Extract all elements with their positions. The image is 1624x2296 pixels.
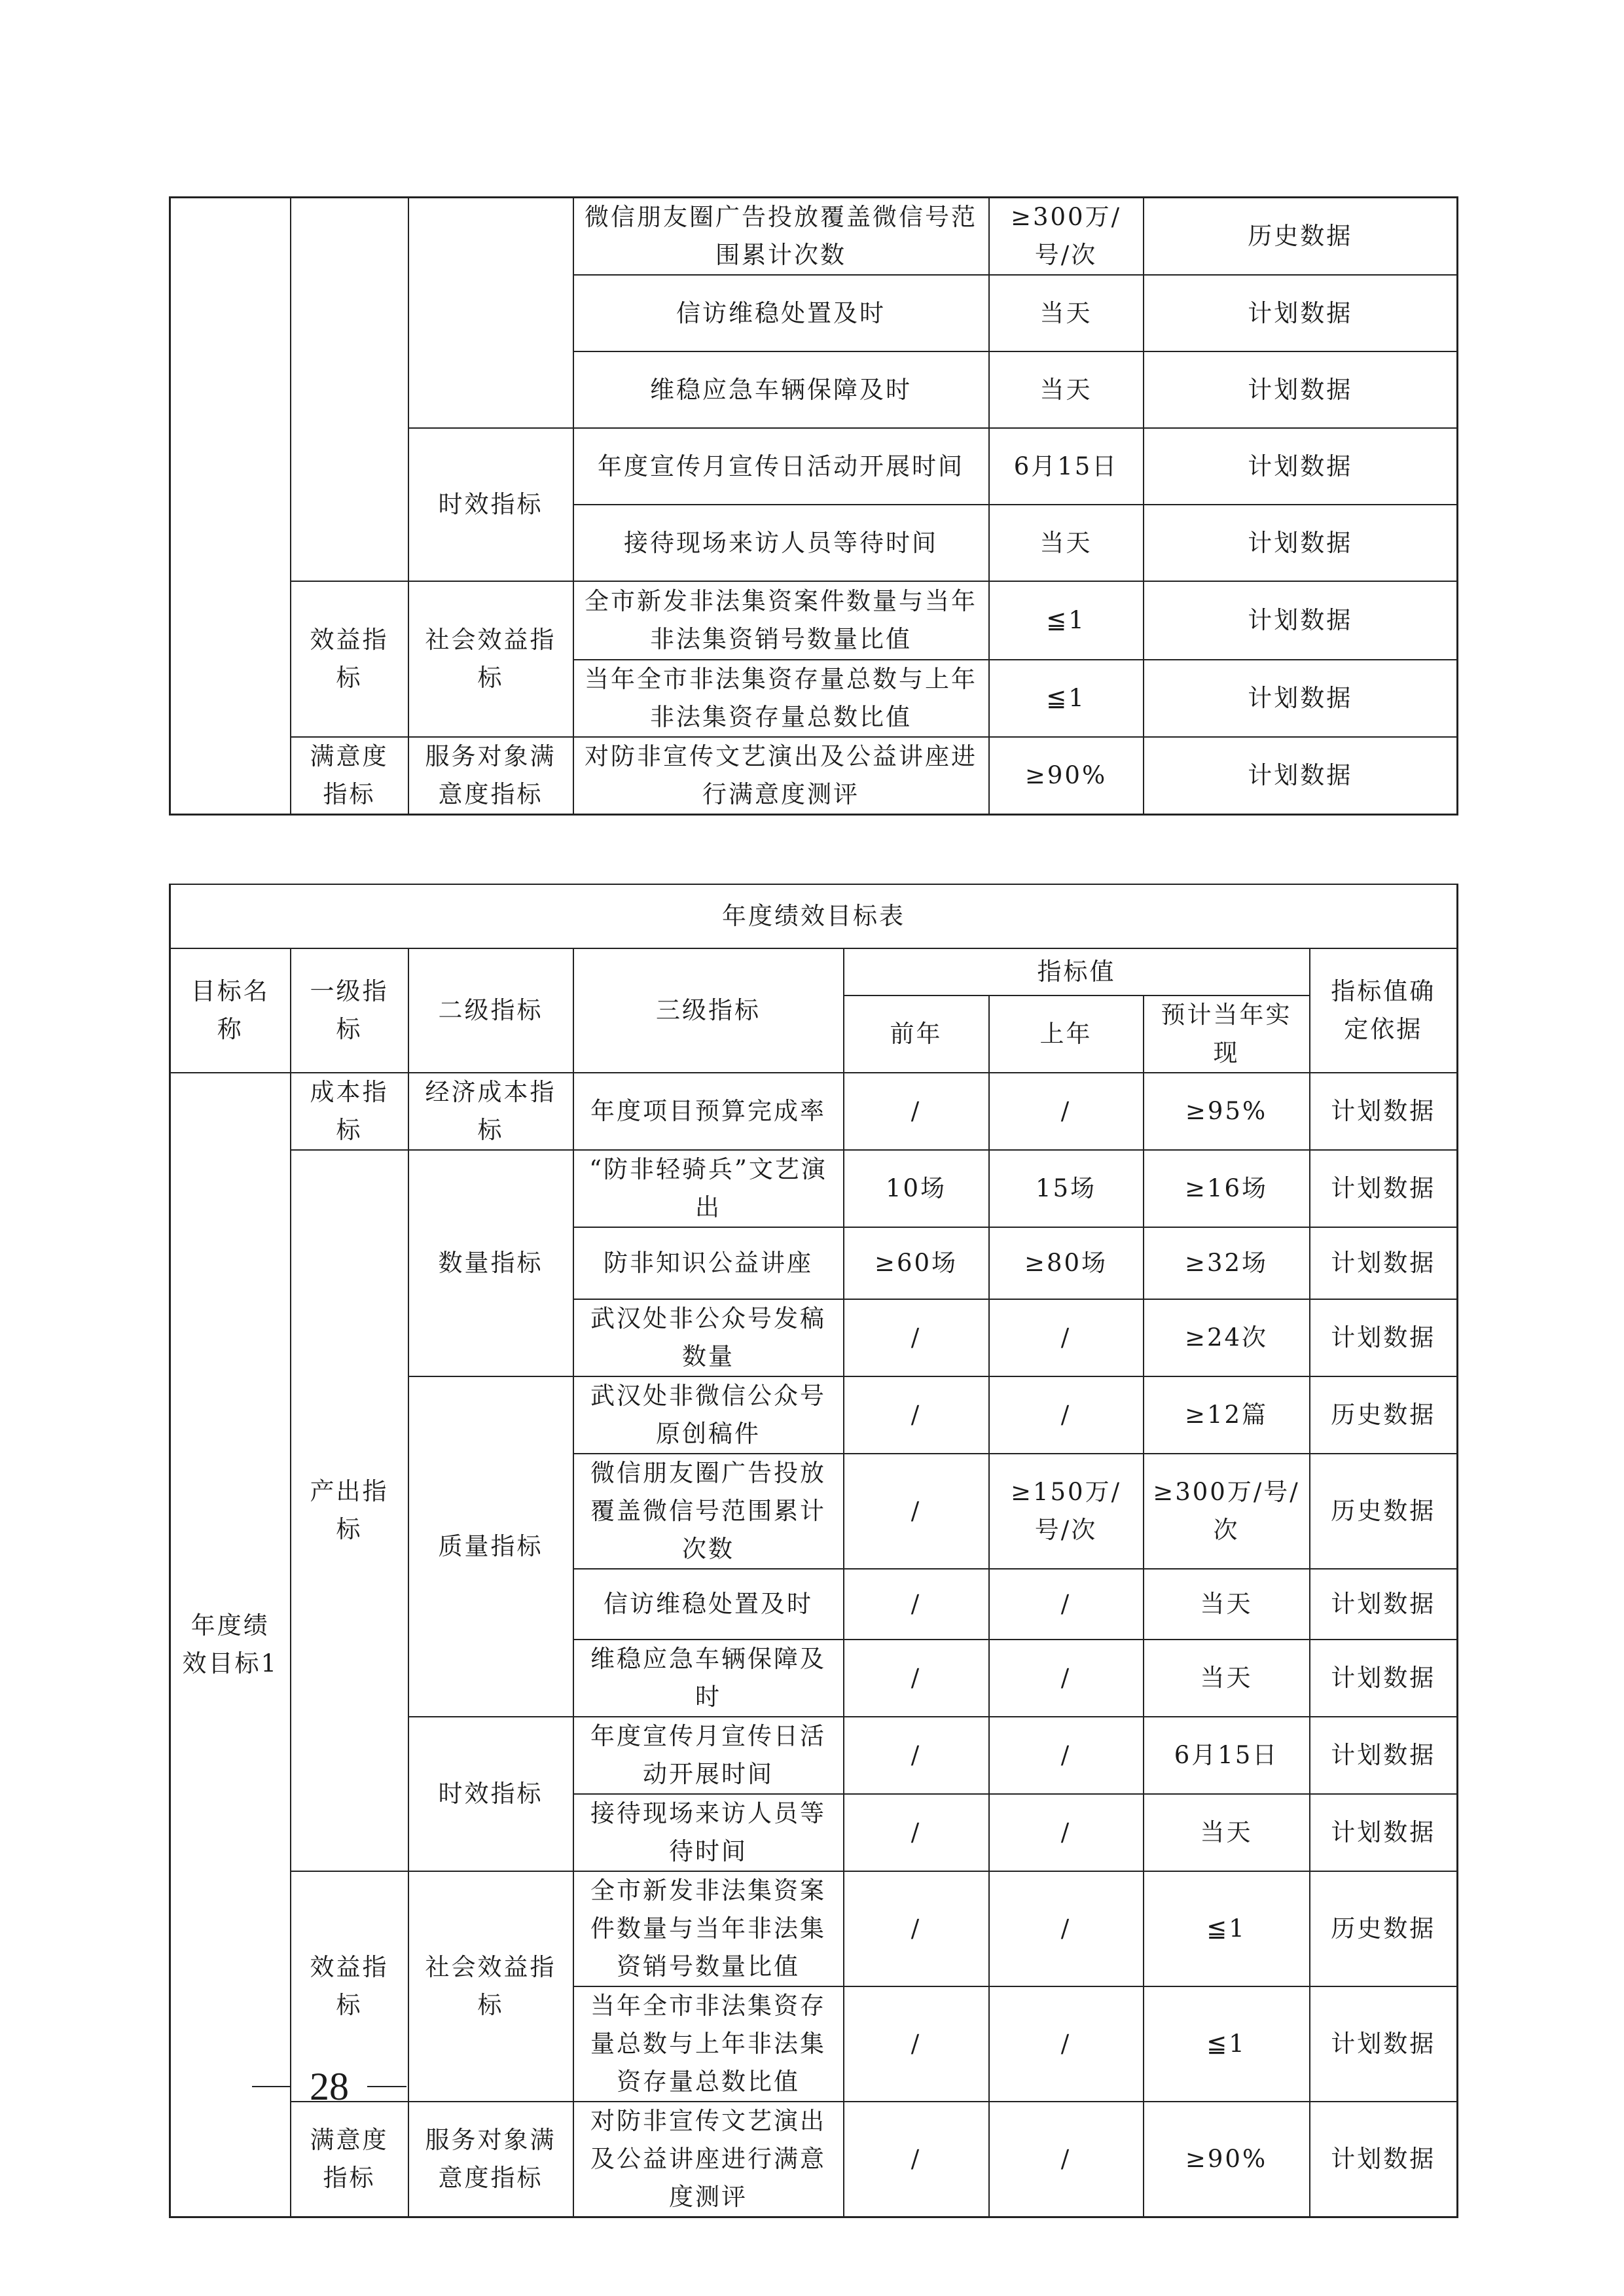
basis-cell: 计划数据 [1310,1227,1458,1299]
expected-cell: ≥90% [1144,2102,1310,2217]
basis-cell: 计划数据 [1310,1986,1458,2102]
level3-cell: 接待现场来访人员等待时间 [573,1794,844,1871]
last-cell: / [989,1073,1144,1150]
expected-cell: ≥16场 [1144,1150,1310,1227]
level3-cell: 年度宣传月宣传日活动开展时间 [573,428,989,505]
level2-cell: 数量指标 [408,1150,573,1376]
table-row [170,1871,1458,1986]
level2-cell: 社会效益指标 [408,1871,573,2102]
last-cell: / [989,1871,1144,1986]
last-cell: / [989,2102,1144,2217]
last-cell: / [989,1717,1144,1794]
level3-cell: 全市新发非法集资案件数量与当年非法集资销号数量比值 [573,581,989,660]
level1-cell [291,198,408,582]
level2-cell: 质量指标 [408,1376,573,1717]
last-cell: / [989,1569,1144,1640]
level3-cell: 信访维稳处置及时 [573,1569,844,1640]
header-level3: 三级指标 [573,948,844,1073]
level3-cell: 武汉处非微信公众号原创稿件 [573,1376,844,1454]
basis-cell: 计划数据 [1144,660,1458,737]
last-cell: ≥150万/号/次 [989,1454,1144,1569]
level3-cell: 维稳应急车辆保障及时 [573,351,989,428]
prev-cell: ≥60场 [844,1227,989,1299]
expected-cell: ≥24次 [1144,1299,1310,1376]
target-name-cell [170,198,291,815]
level2-cell: 服务对象满意度指标 [408,2102,573,2217]
basis-cell: 计划数据 [1310,1640,1458,1717]
expected-cell: ≥12篇 [1144,1376,1310,1454]
header-level1: 一级指标 [291,948,408,1073]
basis-cell: 计划数据 [1310,1569,1458,1640]
level3-cell: 对防非宣传文艺演出及公益讲座进行满意度测评 [573,2102,844,2217]
level3-cell: “防非轻骑兵”文艺演出 [573,1150,844,1227]
level3-cell: 武汉处非公众号发稿数量 [573,1299,844,1376]
level3-cell: 年度项目预算完成率 [573,1073,844,1150]
basis-cell: 计划数据 [1310,2102,1458,2217]
last-cell: 15场 [989,1150,1144,1227]
table-title: 年度绩效目标表 [170,884,1458,948]
expected-cell: 当天 [1144,1794,1310,1871]
value-cell: ≥90% [989,737,1144,815]
prev-cell: / [844,2102,989,2217]
table-row [170,581,1458,660]
value-cell: 当天 [989,505,1144,581]
level1-cell: 效益指标 [291,581,408,737]
level1-cell: 产出指标 [291,1150,408,1871]
basis-cell: 计划数据 [1310,1299,1458,1376]
expected-cell: 6月15日 [1144,1717,1310,1794]
level1-cell: 效益指标 [291,1871,408,2102]
header-row [170,948,1458,996]
basis-cell: 计划数据 [1144,351,1458,428]
prev-cell: / [844,1794,989,1871]
basis-cell: 计划数据 [1310,1717,1458,1794]
basis-cell: 计划数据 [1144,428,1458,505]
header-indicator-value: 指标值 [844,948,1310,996]
level2-cell [408,198,573,429]
basis-cell: 计划数据 [1144,737,1458,815]
prev-cell: / [844,1073,989,1150]
target-name-cell: 年度绩效目标1 [170,1073,291,2217]
expected-cell: ≥32场 [1144,1227,1310,1299]
prev-cell: / [844,1299,989,1376]
expected-cell: 当天 [1144,1640,1310,1717]
level2-cell: 时效指标 [408,1717,573,1871]
prev-cell: / [844,1376,989,1454]
header-prev-year: 前年 [844,996,989,1073]
prev-cell: / [844,1569,989,1640]
table-row [170,1073,1458,1150]
level3-cell: 当年全市非法集资存量总数与上年非法集资存量总数比值 [573,1986,844,2102]
expected-cell: ≥95% [1144,1073,1310,1150]
basis-cell: 计划数据 [1144,505,1458,581]
last-cell: / [989,1376,1144,1454]
level3-cell: 接待现场来访人员等待时间 [573,505,989,581]
expected-cell: ≦1 [1144,1986,1310,2102]
level2-cell: 经济成本指标 [408,1073,573,1150]
level3-cell: 维稳应急车辆保障及时 [573,1640,844,1717]
value-cell: 当天 [989,351,1144,428]
level3-cell: 年度宣传月宣传日活动开展时间 [573,1717,844,1794]
annual-performance-target-table [169,884,1458,2218]
basis-cell: 历史数据 [1310,1376,1458,1454]
basis-cell: 历史数据 [1144,198,1458,276]
value-cell: 当天 [989,275,1144,351]
last-cell: / [989,1794,1144,1871]
basis-cell: 历史数据 [1310,1454,1458,1569]
prev-cell: / [844,1640,989,1717]
level3-cell: 全市新发非法集资案件数量与当年非法集资销号数量比值 [573,1871,844,1986]
prev-cell: / [844,1454,989,1569]
basis-cell: 历史数据 [1310,1871,1458,1986]
prev-cell: / [844,1986,989,2102]
value-cell: ≦1 [989,660,1144,737]
level1-cell: 满意度指标 [291,2102,408,2217]
value-cell: ≦1 [989,581,1144,660]
value-cell: 6月15日 [989,428,1144,505]
level3-cell: 对防非宣传文艺演出及公益讲座进行满意度测评 [573,737,989,815]
last-cell: / [989,1986,1144,2102]
level3-cell: 防非知识公益讲座 [573,1227,844,1299]
level2-cell: 社会效益指标 [408,581,573,737]
table-row [170,2102,1458,2217]
level3-cell: 微信朋友圈广告投放覆盖微信号范围累计次数 [573,198,989,276]
basis-cell: 计划数据 [1310,1150,1458,1227]
header-expected: 预计当年实现 [1144,996,1310,1073]
table-row [170,1150,1458,1227]
expected-cell: ≥300万/号/次 [1144,1454,1310,1569]
prev-cell: / [844,1717,989,1794]
page-number-dash-left [252,2086,291,2087]
page-number-dash-right [367,2086,406,2087]
level1-cell: 满意度指标 [291,737,408,815]
value-cell: ≥300万/号/次 [989,198,1144,276]
expected-cell: ≦1 [1144,1871,1310,1986]
header-target-name: 目标名称 [170,948,291,1073]
expected-cell: 当天 [1144,1569,1310,1640]
level1-cell: 成本指标 [291,1073,408,1150]
basis-cell: 计划数据 [1144,581,1458,660]
page-number-text: 28 [310,2065,349,2108]
level3-cell: 当年全市非法集资存量总数与上年非法集资存量总数比值 [573,660,989,737]
prev-cell: 10场 [844,1150,989,1227]
table-title-row [170,884,1458,948]
continued-indicator-table [169,196,1458,816]
header-last-year: 上年 [989,996,1144,1073]
last-cell: / [989,1640,1144,1717]
last-cell: / [989,1299,1144,1376]
basis-cell: 计划数据 [1310,1794,1458,1871]
page-number [252,2060,406,2113]
table-row [170,737,1458,815]
basis-cell: 计划数据 [1144,275,1458,351]
header-basis: 指标值确定依据 [1310,948,1458,1073]
table-row [170,198,1458,276]
level3-cell: 信访维稳处置及时 [573,275,989,351]
level3-cell: 微信朋友圈广告投放覆盖微信号范围累计次数 [573,1454,844,1569]
level2-cell: 时效指标 [408,428,573,581]
header-level2: 二级指标 [408,948,573,1073]
prev-cell: / [844,1871,989,1986]
last-cell: ≥80场 [989,1227,1144,1299]
basis-cell: 计划数据 [1310,1073,1458,1150]
level2-cell: 服务对象满意度指标 [408,737,573,815]
